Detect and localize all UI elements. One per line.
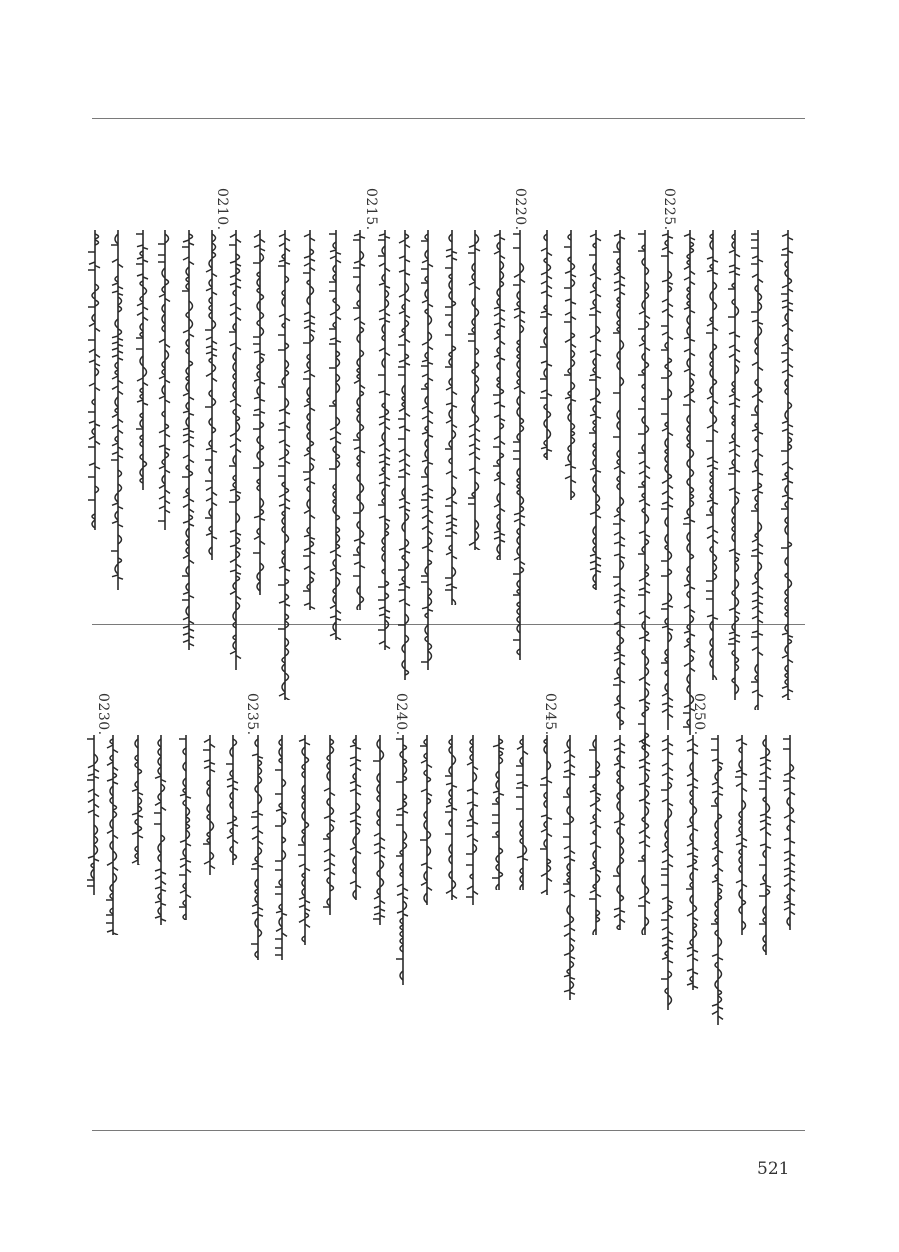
script-column bbox=[560, 735, 580, 1000]
verse-number: 0210. bbox=[214, 188, 230, 231]
script-column bbox=[465, 230, 485, 550]
script-column bbox=[490, 230, 510, 560]
script-column bbox=[708, 735, 728, 1025]
script-column bbox=[272, 735, 292, 960]
script-column bbox=[442, 735, 462, 900]
script-column bbox=[250, 230, 270, 595]
script-column bbox=[586, 230, 606, 590]
script-column bbox=[155, 230, 175, 530]
verse-number: 0250. bbox=[691, 693, 707, 736]
script-column bbox=[463, 735, 483, 905]
script-column bbox=[780, 735, 800, 930]
script-column bbox=[635, 230, 655, 750]
verse-number: 0225. bbox=[661, 188, 677, 231]
script-column bbox=[561, 230, 581, 500]
script-column bbox=[350, 230, 370, 610]
bottom-rule bbox=[92, 1130, 805, 1131]
verse-number: 0245. bbox=[542, 693, 558, 736]
top-rule bbox=[92, 118, 805, 119]
script-column bbox=[778, 230, 798, 700]
script-column bbox=[610, 230, 630, 730]
script-column bbox=[489, 735, 509, 890]
script-column bbox=[732, 735, 752, 935]
script-column bbox=[295, 735, 315, 945]
verse-number: 0215. bbox=[363, 188, 379, 231]
script-column bbox=[395, 230, 415, 680]
script-column bbox=[226, 230, 246, 670]
script-column bbox=[85, 230, 105, 530]
script-column bbox=[683, 735, 703, 990]
script-column bbox=[151, 735, 171, 925]
script-column bbox=[133, 230, 153, 490]
script-column bbox=[202, 230, 222, 560]
script-column bbox=[513, 735, 533, 890]
script-column bbox=[748, 230, 768, 710]
script-column bbox=[756, 735, 776, 955]
page-number: 521 bbox=[757, 1159, 790, 1179]
script-column bbox=[635, 735, 655, 935]
verse-number: 0235. bbox=[244, 693, 260, 736]
script-column bbox=[442, 230, 462, 605]
script-column bbox=[108, 230, 128, 590]
script-column bbox=[537, 735, 557, 895]
script-column bbox=[375, 230, 395, 650]
script-column bbox=[128, 735, 148, 865]
script-column bbox=[346, 735, 366, 900]
script-column bbox=[658, 735, 678, 1010]
script-column bbox=[586, 735, 606, 935]
script-column bbox=[417, 735, 437, 905]
script-column bbox=[223, 735, 243, 865]
script-column bbox=[610, 735, 630, 930]
script-column bbox=[179, 230, 199, 650]
script-column bbox=[537, 230, 557, 460]
script-column bbox=[320, 735, 340, 915]
verse-number: 0230. bbox=[95, 693, 111, 736]
script-column bbox=[84, 735, 104, 895]
script-column bbox=[275, 230, 295, 700]
script-column bbox=[680, 230, 700, 735]
verse-number: 0240. bbox=[393, 693, 409, 736]
script-column bbox=[703, 230, 723, 680]
script-column bbox=[510, 230, 530, 660]
script-column bbox=[725, 230, 745, 700]
script-column bbox=[176, 735, 196, 920]
verse-number: 0220. bbox=[512, 188, 528, 231]
script-column bbox=[326, 230, 346, 640]
script-column bbox=[418, 230, 438, 670]
script-column bbox=[103, 735, 123, 935]
script-column bbox=[200, 735, 220, 875]
script-column bbox=[658, 230, 678, 730]
script-column bbox=[370, 735, 390, 925]
script-column bbox=[393, 735, 413, 985]
script-column bbox=[248, 735, 268, 960]
script-column bbox=[300, 230, 320, 610]
